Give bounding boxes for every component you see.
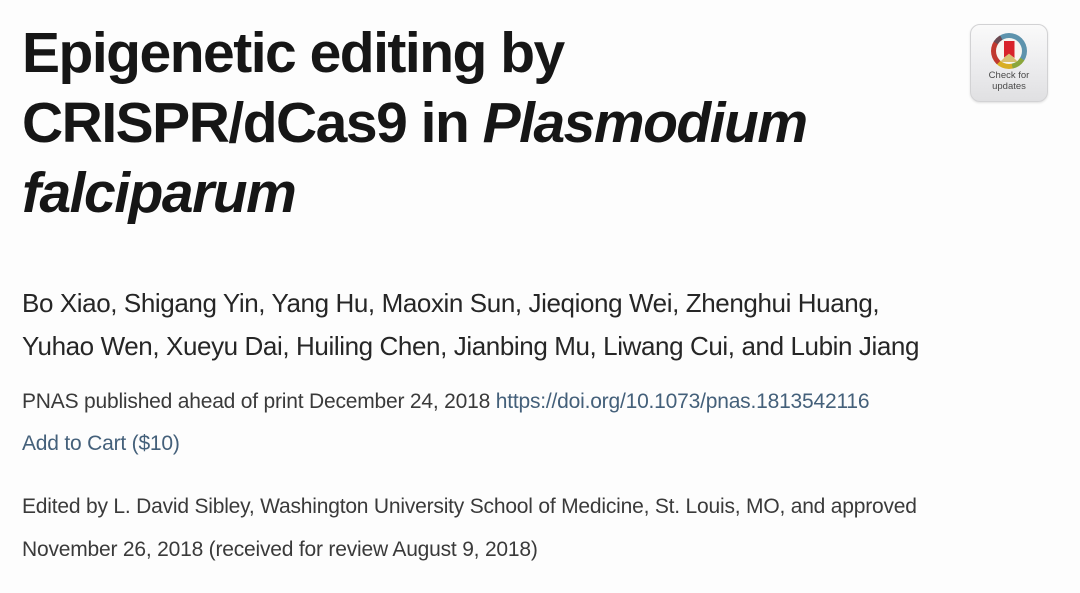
title-text-italic: Plasmodium (482, 91, 807, 155)
title-line-2 (22, 88, 1060, 158)
cart-line (22, 432, 1060, 456)
badge-label-line-2: updates (992, 81, 1026, 92)
crossmark-icon (991, 33, 1027, 69)
editor-note-line-1: Edited by L. David Sibley, Washington University School of Medicine, St. Louis, MO, and approved (22, 495, 917, 518)
article-title (22, 0, 1060, 228)
title-text: CRISPR/dCas9 in (22, 91, 483, 155)
check-for-updates-badge[interactable] (970, 24, 1048, 102)
crossmark-hill-shape (1000, 53, 1018, 62)
publication-info-text: PNAS published ahead of print December 24, 2018 (22, 390, 496, 413)
title-text: Epigenetic editing by (22, 21, 564, 85)
author-list-line-2: Yuhao Wen, Xueyu Dai, Huiling Chen, Jianbing Mu, Liwang Cui, and Lubin Jiang (22, 331, 920, 361)
author-list (22, 282, 1060, 368)
title-line-3 (22, 158, 1060, 228)
add-to-cart-link[interactable]: Add to Cart ($10) (22, 432, 180, 455)
crossmark-icon-inner (996, 38, 1022, 64)
title-line-1 (22, 18, 1060, 88)
publication-info (22, 390, 1060, 414)
doi-link[interactable]: https://doi.org/10.1073/pnas.1813542116 (495, 390, 870, 413)
editor-note-line-2: November 26, 2018 (received for review August 9, 2018) (22, 538, 538, 561)
author-list-line-1: Bo Xiao, Shigang Yin, Yang Hu, Maoxin Sun, Jieqiong Wei, Zhenghui Huang, (22, 288, 880, 318)
title-text-italic: falciparum (22, 161, 296, 225)
editor-note (22, 485, 1060, 571)
badge-label-line-1: Check for (988, 70, 1030, 81)
